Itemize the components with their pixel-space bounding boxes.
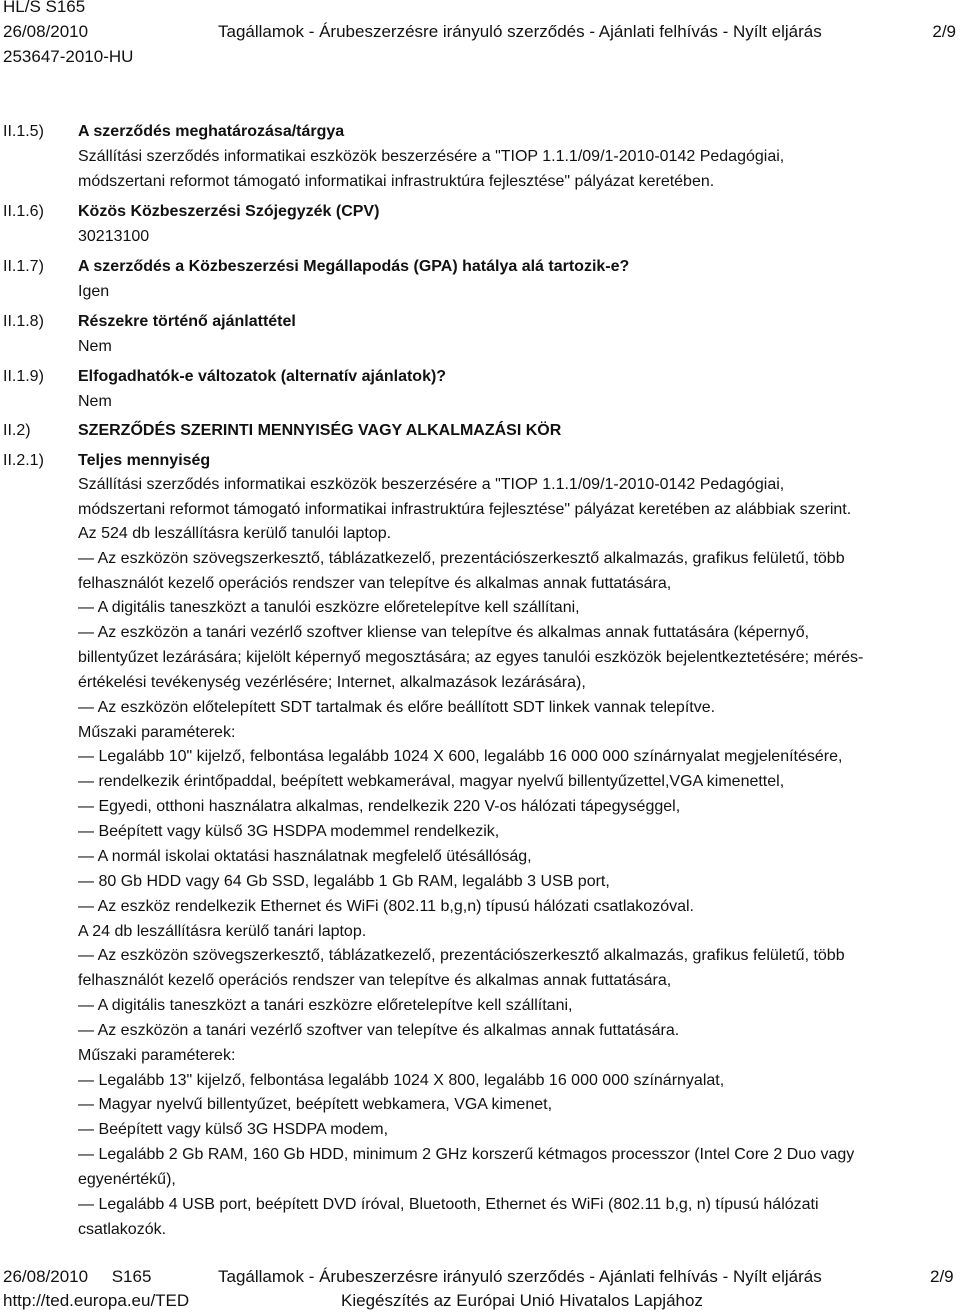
body-text-line: Igen <box>78 283 110 300</box>
footer-publisher: Kiegészítés az Európai Unió Hivatalos Lapjához <box>341 1291 703 1310</box>
header-ref: 253647-2010-HU <box>3 47 134 66</box>
header-title: Tagállamok - Árubeszerzésre irányuló szerződés - Ajánlati felhívás - Nyílt eljárás <box>218 22 822 41</box>
section-number: II.2) <box>3 422 31 439</box>
body-text-line: Műszaki paraméterek: <box>78 724 236 741</box>
body-text-line: — A digitális taneszközt a tanulói eszközre előretelepítve kell szállítani, <box>78 599 580 616</box>
body-text-line: — rendelkezik érintőpaddal, beépített webkamerával, magyar nyelvű billentyűzettel,VGA kimenettel, <box>78 773 785 790</box>
body-text-line: Műszaki paraméterek: <box>78 1047 236 1064</box>
section-number: II.1.5) <box>3 123 44 140</box>
page-footer-line1 <box>3 1266 954 1288</box>
body-text-line: — 80 Gb HDD vagy 64 Gb SSD, legalább 1 Gb RAM, legalább 3 USB port, <box>78 873 610 890</box>
body-text-line: — Az eszközön a tanári vezérlő szoftver van telepítve és alkalmas annak futtatására. <box>78 1022 680 1039</box>
body-text-line: módszertani reformot támogató informatikai infrastruktúra fejlesztése" pályázat keretében az alábbiak szerint. <box>78 501 852 518</box>
footer-url: http://ted.europa.eu/TED <box>3 1291 190 1310</box>
body-text-line: csatlakozók. <box>78 1221 167 1238</box>
section-heading: A szerződés a Közbeszerzési Megállapodás (GPA) hatálya alá tartozik-e? <box>78 258 630 275</box>
body-text-line: — Egyedi, otthoni használatra alkalmas, rendelkezik 220 V-os hálózati tápegységgel, <box>78 798 681 815</box>
body-text-line: értékelési tevékenység vezérlésére; Internet, alkalmazások lezárására), <box>78 674 586 691</box>
body-text-line: — Legalább 10" kijelző, felbontása legalább 1024 X 600, legalább 16 000 000 színárnyalat megjelenítésére, <box>78 748 843 765</box>
body-text-line: 30213100 <box>78 228 150 245</box>
body-text-line: — Magyar nyelvű billentyűzet, beépített webkamera, VGA kimenet, <box>78 1096 553 1113</box>
body-text-line: — Legalább 4 USB port, beépített DVD íróval, Bluetooth, Ethernet és WiFi (802.11 b,g, n) típusú hálózati <box>78 1196 819 1213</box>
body-text-line: — Az eszközön a tanári vezérlő szoftver kliense van telepítve és alkalmas annak futtatására (képernyő, <box>78 624 810 641</box>
section-number: II.1.9) <box>3 368 44 385</box>
body-text-line: Szállítási szerződés informatikai eszközök beszerzésére a "TIOP 1.1.1/09/1-2010-0142 Pedagógiai, <box>78 148 785 165</box>
body-text-line: módszertani reformot támogató informatikai infrastruktúra fejlesztése" pályázat keretében. <box>78 173 715 190</box>
body-text-line: Szállítási szerződés informatikai eszközök beszerzésére a "TIOP 1.1.1/09/1-2010-0142 Pedagógiai, <box>78 476 785 493</box>
footer-page-number: 2/9 <box>930 1267 954 1286</box>
body-text-line: Nem <box>78 338 112 355</box>
body-text-line: felhasználót kezelő operációs rendszer van telepítve és alkalmas annak futtatására, <box>78 972 672 989</box>
body-text-line: — Legalább 13" kijelző, felbontása legalább 1024 X 800, legalább 16 000 000 színárnyalat, <box>78 1072 725 1089</box>
section-heading: Részekre történő ajánlattétel <box>78 313 296 330</box>
body-text-line: — A normál iskolai oktatási használatnak megfelelő ütésállóság, <box>78 848 532 865</box>
body-text-line: Nem <box>78 393 112 410</box>
body-text-line: A 24 db leszállításra kerülő tanári laptop. <box>78 923 367 940</box>
section-number: II.1.6) <box>3 203 44 220</box>
section-heading: Elfogadhatók-e változatok (alternatív ajánlatok)? <box>78 368 447 385</box>
page-footer-line2 <box>3 1290 703 1312</box>
body-text-line: egyenértékű), <box>78 1171 176 1188</box>
body-text-line: Az 524 db leszállításra kerülő tanulói laptop. <box>78 525 392 542</box>
body-text-line: — Legalább 2 Gb RAM, 160 Gb HDD, minimum 2 GHz korszerű kétmagos processzor (Intel Core 2 Duo vagy <box>78 1146 855 1163</box>
body-text-line: — Beépített vagy külső 3G HSDPA modem, <box>78 1121 389 1138</box>
body-text-line: — A digitális taneszközt a tanári eszközre előretelepítve kell szállítani, <box>78 997 573 1014</box>
body-text-line: billentyűzet lezárására; kijelölt képernyő megosztására; az egyes tanulói eszközök bejelentkeztetésére; mérés- <box>78 649 864 666</box>
header-date: 26/08/2010 <box>3 22 89 41</box>
body-text-line: — Az eszköz rendelkezik Ethernet és WiFi (802.11 b,g,n) típusú hálózati csatlakozóval. <box>78 898 694 915</box>
body-text-line: — Az eszközön szövegszerkesztő, táblázatkezelő, prezentációszerkesztő alkalmazás, grafikus felületű, több <box>78 947 845 964</box>
body-text-line: felhasználót kezelő operációs rendszer van telepítve és alkalmas annak futtatására, <box>78 575 672 592</box>
footer-date-issue: 26/08/2010 S165 <box>3 1267 152 1286</box>
section-heading: Közös Közbeszerzési Szójegyzék (CPV) <box>78 203 380 220</box>
section-number: II.1.8) <box>3 313 44 330</box>
body-text-line: — Az eszközön szövegszerkesztő, táblázatkezelő, prezentációszerkesztő alkalmazás, grafikus felületű, több <box>78 550 845 567</box>
section-heading: SZERZŐDÉS SZERINTI MENNYISÉG VAGY ALKALMAZÁSI KÖR <box>78 422 562 439</box>
section-number: II.1.7) <box>3 258 44 275</box>
header-page-number: 2/9 <box>932 22 956 41</box>
section-heading: Teljes mennyiség <box>78 452 211 469</box>
header-code: HL/S S165 <box>3 0 86 16</box>
footer-title: Tagállamok - Árubeszerzésre irányuló szerződés - Ajánlati felhívás - Nyílt eljárás <box>218 1267 822 1286</box>
page-header <box>0 0 960 70</box>
section-heading: A szerződés meghatározása/tárgya <box>78 123 345 140</box>
section-number: II.2.1) <box>3 452 44 469</box>
body-text-line: — Az eszközön előtelepített SDT tartalmak és előre beállított SDT linkek vannak telepítve. <box>78 699 716 716</box>
body-text-line: — Beépített vagy külső 3G HSDPA modemmel rendelkezik, <box>78 823 500 840</box>
